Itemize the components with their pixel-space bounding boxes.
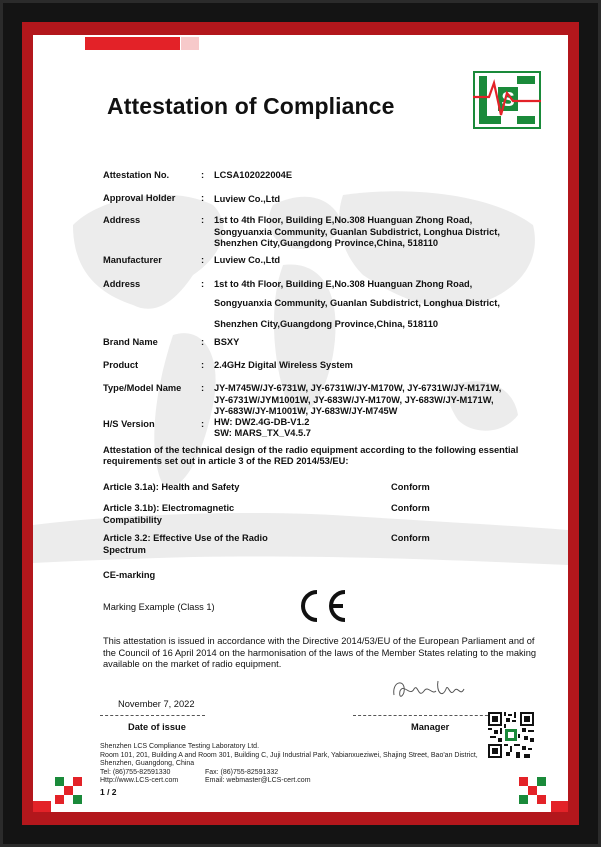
top-red-bar — [85, 37, 180, 50]
page-number: 1 / 2 — [100, 787, 117, 797]
directive-statement: This attestation is issued in accordance with the Directive 2014/53/EU of the European Parliament and of the Council of 16 April 2014 on the harmonisation of the laws of the Member States relating to the making available on the market of radio equipment. — [103, 636, 537, 670]
label-attestation-no: Attestation No. — [103, 170, 170, 180]
colon: : — [201, 255, 205, 265]
value-address-manufacturer-line-2: Songyuanxia Community, Guanlan Subdistrict, Longhua District, — [214, 298, 500, 308]
colon: : — [201, 419, 205, 429]
colon: : — [201, 337, 205, 347]
article-emc: Article 3.1b): Electromagnetic Compatibility — [103, 503, 235, 525]
value-brand-name: BSXY — [214, 337, 240, 347]
top-pink-bar — [181, 37, 199, 50]
colon: : — [201, 193, 205, 203]
label-type-model-name: Type/Model Name — [103, 383, 182, 393]
article-radio-spectrum: Article 3.2: Effective Use of the Radio Spectrum — [103, 533, 268, 555]
ce-marking-label: CE-marking — [103, 570, 156, 580]
lcs-logo — [473, 71, 541, 129]
value-manufacturer: Luview Co.,Ltd — [214, 255, 281, 265]
status-health-safety: Conform — [391, 482, 430, 492]
svg-text:S: S — [501, 89, 515, 111]
value-address-holder-line-2: Songyuanxia Community, Guanlan Subdistrict, Longhua District, — [214, 226, 500, 237]
label-brand-name: Brand Name — [103, 337, 158, 347]
marking-example-label: Marking Example (Class 1) — [103, 602, 215, 612]
colon: : — [201, 215, 205, 225]
label-product: Product — [103, 360, 139, 370]
footer-website: Http://www.LCS-cert.com — [100, 777, 179, 785]
article-health-safety: Article 3.1a): Health and Safety — [103, 482, 240, 492]
value-hw-version: HW: DW2.4G-DB-V1.2 — [214, 417, 310, 427]
footer-email: Email: webmaster@LCS-cert.com — [205, 777, 311, 785]
footer-fax: Fax: (86)755-82591332 — [205, 768, 279, 776]
value-sw-version: SW: MARS_TX_V4.5.7 — [214, 428, 311, 438]
value-approval-holder: Luview Co.,Ltd — [214, 194, 281, 204]
label-address-holder: Address — [103, 215, 141, 225]
bottom-left-bar — [33, 801, 51, 812]
footer-tel: Tel: (86)755-82591330 — [100, 768, 171, 776]
colon: : — [201, 170, 205, 180]
value-models-line-1: JY-M745W/JY-6731W, JY-6731W/JY-M170W, JY-6731W/JY-M171W, — [214, 383, 502, 393]
page-title: Attestation of Compliance — [107, 93, 395, 119]
date-of-issue-label: Date of issue — [128, 722, 186, 732]
colon: : — [201, 383, 205, 393]
value-product: 2.4GHz Digital Wireless System — [214, 360, 353, 370]
certificate-page — [33, 35, 568, 812]
manager-line — [353, 715, 493, 716]
issue-date: November 7, 2022 — [118, 699, 195, 709]
label-address-manufacturer: Address — [103, 279, 141, 289]
status-emc: Conform — [391, 503, 430, 513]
label-approval-holder: Approval Holder — [103, 193, 176, 203]
footer-company: Shenzhen LCS Compliance Testing Laboratory Ltd. — [100, 743, 260, 750]
attestation-intro: Attestation of the technical design of the radio equipment according to the following essential requirements set out in article 3 of the RED 2014/53/EU: — [103, 445, 519, 467]
manager-signature — [388, 673, 468, 709]
ce-mark — [293, 589, 349, 623]
label-hs-version: H/S Version — [103, 419, 155, 429]
value-address-manufacturer-line-1: 1st to 4th Floor, Building E,No.308 Huanguan Zhong Road, — [214, 279, 473, 289]
footer-address-1: Room 101, 201, Building A and Room 301, Building C, Juji Industrial Park, Yabianxueziwei, Shajing Street, Bao'an District, — [100, 751, 478, 759]
colon: : — [201, 360, 205, 370]
footer-address-2: Shenzhen, Guangdong, China — [100, 760, 195, 768]
manager-label: Manager — [411, 722, 450, 732]
qr-code — [488, 712, 534, 758]
status-radio-spectrum: Conform — [391, 533, 430, 543]
bottom-right-bar — [551, 801, 568, 812]
label-manufacturer: Manufacturer — [103, 255, 162, 265]
colon: : — [201, 279, 205, 289]
value-address-holder-line-1: 1st to 4th Floor, Building E,No.308 Huanguan Zhong Road, — [214, 215, 473, 225]
value-attestation-no: LCSA102022004E — [214, 170, 293, 180]
value-models-line-3: JY-683W/JY-M1001W, JY-683W/JY-M745W — [214, 406, 398, 416]
value-models-line-2: JY-6731W/JYM1001W, JY-683W/JY-M170W, JY-683W/JY-M171W, — [214, 394, 494, 405]
value-address-manufacturer-line-3: Shenzhen City,Guangdong Province,China, 518110 — [214, 319, 439, 329]
date-line — [100, 715, 205, 716]
value-address-holder-line-3: Shenzhen City,Guangdong Province,China, 518110 — [214, 238, 439, 248]
